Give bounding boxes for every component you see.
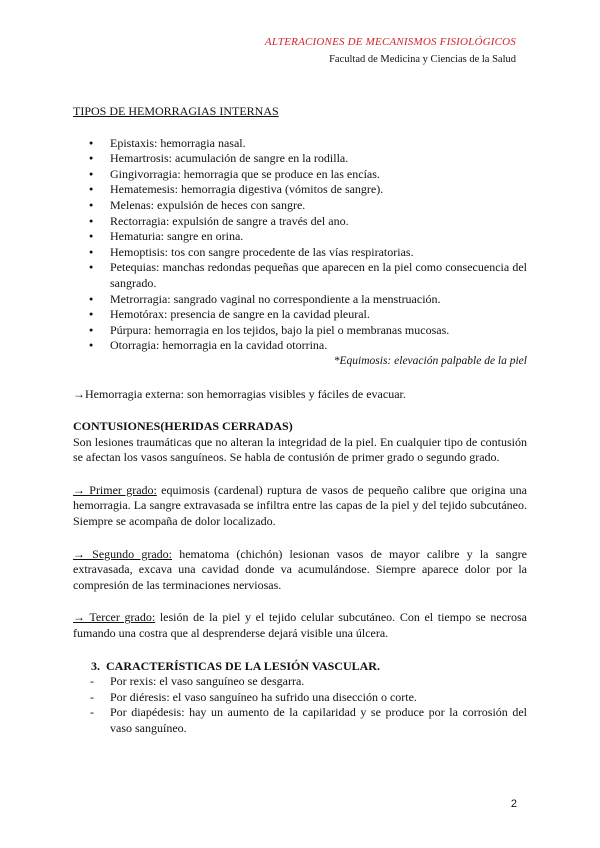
list-item: ● Hemoptisis: tos con sangre procedente de las vías respiratorias. — [73, 245, 527, 261]
vascular-lesion-heading — [73, 659, 527, 675]
external-hemorrhage-text: →Hemorragia externa: son hemorragias visibles y fáciles de evacuar. — [73, 386, 406, 401]
second-degree-label: → Segundo grado: — [73, 546, 173, 561]
first-degree-paragraph — [73, 483, 527, 530]
list-item: ● Epistaxis: hemorragia nasal. — [73, 136, 527, 152]
list-item: ● Hematuria: sangre en orina. — [73, 229, 527, 245]
list-item: ● Rectorragia: expulsión de sangre a través del ano. — [73, 214, 527, 230]
first-degree-label: → Primer grado: — [73, 482, 157, 497]
header-title: ALTERACIONES DE MECANISMOS FISIOLÓGICOS — [264, 36, 516, 48]
list-item: - Por diéresis: el vaso sanguíneo ha sufrido una disección o corte. — [73, 690, 527, 706]
second-degree-paragraph — [73, 547, 527, 594]
third-degree-text: lesión de la piel y el tejido celular subcutáneo. Con el tiempo se necrosa fumando una costra que al desprenderse dejará visible una úlcera. — [73, 610, 528, 641]
list-item: - Por rexis: el vaso sanguíneo se desgarra. — [73, 674, 527, 690]
internal-hemorrhage-title: TIPOS DE HEMORRAGIAS INTERNAS — [73, 104, 279, 118]
list-item: ● Hematemesis: hemorragia digestiva (vómitos de sangre). — [73, 182, 527, 198]
third-degree-paragraph — [73, 610, 527, 641]
contusions-title: CONTUSIONES(HERIDAS CERRADAS) — [73, 419, 293, 434]
list-item: ● Melenas: expulsión de heces con sangre. — [73, 198, 527, 214]
list-item: ● Metrorragia: sangrado vaginal no correspondiente a la menstruación. — [73, 292, 527, 308]
list-item: ● Púrpura: hemorragia en los tejidos, bajo la piel o membranas mucosas. — [73, 323, 527, 339]
section-number: 3. — [91, 658, 100, 673]
list-item: ● Hemartrosis: acumulación de sangre en la rodilla. — [73, 151, 527, 167]
contusions-intro: Son lesiones traumáticas que no alteran la integridad de la piel. En cualquier tipo de contusión se afectan los vasos sanguíneos. Se habla de contusión de primer grado o segundo grado. — [73, 434, 527, 465]
internal-hemorrhage-list — [73, 136, 527, 354]
list-item: ● Hemotórax: presencia de sangre en la cavidad pleural. — [73, 307, 527, 323]
list-item: ● Gingivorragia: hemorragia que se produce en las encías. — [73, 167, 527, 183]
page-number: 2 — [510, 798, 517, 810]
equimosis-note: *Equimosis: elevación palpable de la piel — [333, 354, 527, 367]
third-degree-label: → Tercer grado: — [73, 610, 156, 625]
list-item: ● Petequias: manchas redondas pequeñas que aparecen en la piel como consecuencia del sangrado. — [73, 260, 527, 291]
vascular-lesion-list — [73, 674, 527, 736]
header-subtitle: Facultad de Medicina y Ciencias de la Salud — [329, 54, 516, 65]
list-item: - Por diapédesis: hay un aumento de la capilaridad y se produce por la corrosión del vaso sanguíneo. — [73, 705, 527, 736]
vascular-lesion-title: CARACTERÍSTICAS DE LA LESIÓN VASCULAR. — [106, 658, 380, 673]
list-item: ● Otorragia: hemorragia en la cavidad otorrina. — [73, 338, 527, 354]
first-degree-text: equimosis (cardenal) ruptura de vasos de pequeño calibre que origina una hemorragia. La sangre extravasada se infiltra entre las capas de la piel y del tejido subcutáneo. Siempre se acompaña de dolor localizado. — [73, 482, 527, 529]
second-degree-text: hematoma (chichón) lesionan vasos de mayor calibre y la sangre extravasada, excava una cavidad donde va acumulándose. Siempre aparece dolor por la compresión de las terminaciones nerviosas. — [73, 546, 528, 592]
page-content — [73, 104, 527, 737]
